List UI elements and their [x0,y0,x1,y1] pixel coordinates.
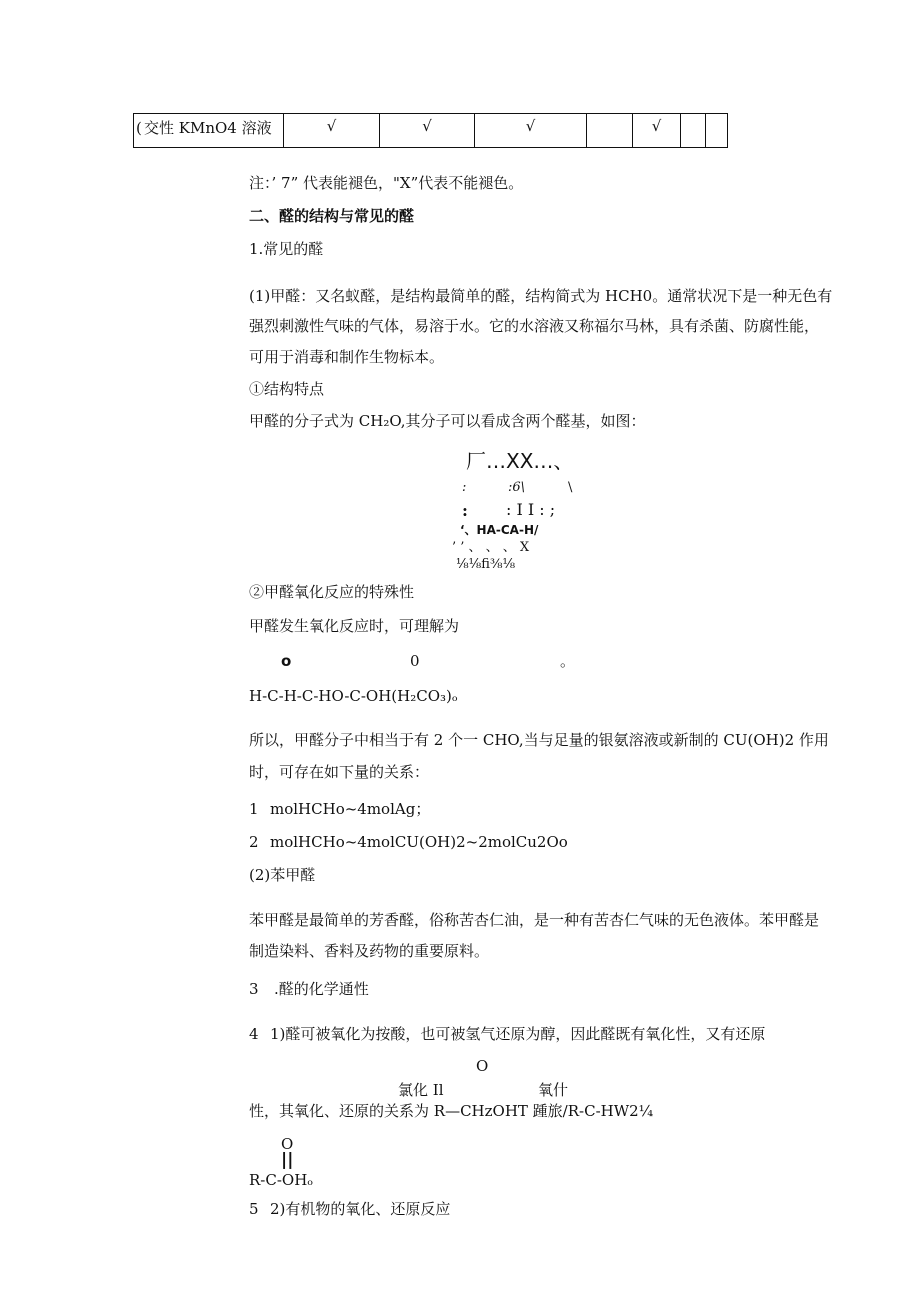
figure-line: : [462,480,467,495]
oxygen-mark: 。 [560,652,576,670]
oxidation-chain-equation: H-C-H-C-HO-C-OH(H₂CO₃)ₒ [249,687,458,705]
section-heading: 二、醛的结构与常见的醛 [249,207,415,225]
subheading-common-aldehydes: 1.常见的醛 [249,240,324,258]
relation-copper: molHCHo~4molCU(OH)2~2molCu2Oo [270,833,568,851]
table-paren: ( [136,119,142,137]
paragraph-line: 时，可存在如下量的关系： [249,763,430,781]
formula-line: 甲醛的分子式为 CH₂O,其分子可以看成含两个醛基，如图： [249,412,646,430]
figure-line: : [462,501,468,520]
oxygen-mark: o [281,652,292,670]
table-label: 交性 KMnO4 溶液 [144,119,272,137]
double-bond: || [281,1150,294,1170]
paragraph-line: 强烈刺激性气味的气体，易溶于水。它的水溶液又称福尔马林，具有杀菌、防腐性能， [249,317,820,335]
table-cell [587,114,633,148]
figure-line: \ [568,480,573,495]
acid-oxygen: O [281,1135,294,1153]
subheading-redox-reactions: 2)有机物的氧化、还原反应 [270,1200,451,1218]
benzaldehyde-heading: (2)苯甲醛 [249,866,316,884]
relation-number: 2 [249,833,259,851]
reduction-label: 氯化 Il [398,1081,444,1099]
reagent-table [133,113,728,148]
figure-line: : I I : ; [506,500,556,519]
figure-line: :6\ [508,480,526,495]
oxidation-intro: 甲醛发生氧化反应时，可理解为 [249,617,460,635]
structure-feature-heading: ①结构特点 [249,380,325,398]
figure-line: ’ ’ 、 、 、 X [452,540,530,555]
subheading-number: 5 [249,1200,259,1218]
figure-line: 厂…XX…、 [466,449,574,473]
table-note: 注：’ 7” 代表能褪色，"X”代表不能褪色。 [249,174,524,192]
paragraph-line: 制造染料、香料及药物的重要原料。 [249,942,490,960]
table-cell: √ [284,114,380,148]
paragraph-line: 1)醛可被氧化为按酸，也可被氢气还原为醇，因此醛既有氧化性，又有还原 [270,1025,766,1043]
relation-number: 1 [249,800,259,818]
relation-silver: molHCHo~4molAg； [270,800,431,818]
paragraph-line: (1)甲醛：又名蚁醛，是结构最简单的醛，结构简式为 HCH0。通常状况下是一种无色有 [249,287,833,305]
table-cell: √ [633,114,681,148]
paragraph-line: 苯甲醛是最简单的芳香醛，俗称苦杏仁油，是一种有苦杏仁气味的无色液体。苯甲醛是 [249,911,820,929]
redox-relation-line: 性，其氧化、还原的关系为 R—CHzOHT 踵旅/R-C-HW2¼ [249,1102,654,1120]
oxygen-mark: 0 [410,652,420,670]
subheading-number: 4 [249,1025,259,1043]
table-cell: √ [475,114,587,148]
figure-line: ‘、HA-CA-H/ [460,523,539,537]
oxidation-label: 氧什 [538,1081,569,1099]
subheading-number: 3 [249,980,259,998]
table-cell [681,114,706,148]
carbonyl-oxygen: O [476,1057,489,1075]
table-cell-label [134,114,284,148]
table-cell: √ [380,114,475,148]
subheading-chemical-properties: .醛的化学通性 [274,980,369,998]
paragraph-line: 可用于消毒和制作生物标本。 [249,348,445,366]
table-row [134,114,728,148]
figure-line: ⅛⅛fi⅜⅛ [456,557,516,572]
table-cell [706,114,728,148]
special-property-heading: ②甲醛氧化反应的特殊性 [249,583,415,601]
paragraph-line: 所以，甲醛分子中相当于有 2 个一 CHO,当与足量的银氨溶液或新制的 CU(OH)2 作用 [249,731,829,749]
carboxylic-acid-formula: R-C-OHₒ [249,1171,314,1189]
